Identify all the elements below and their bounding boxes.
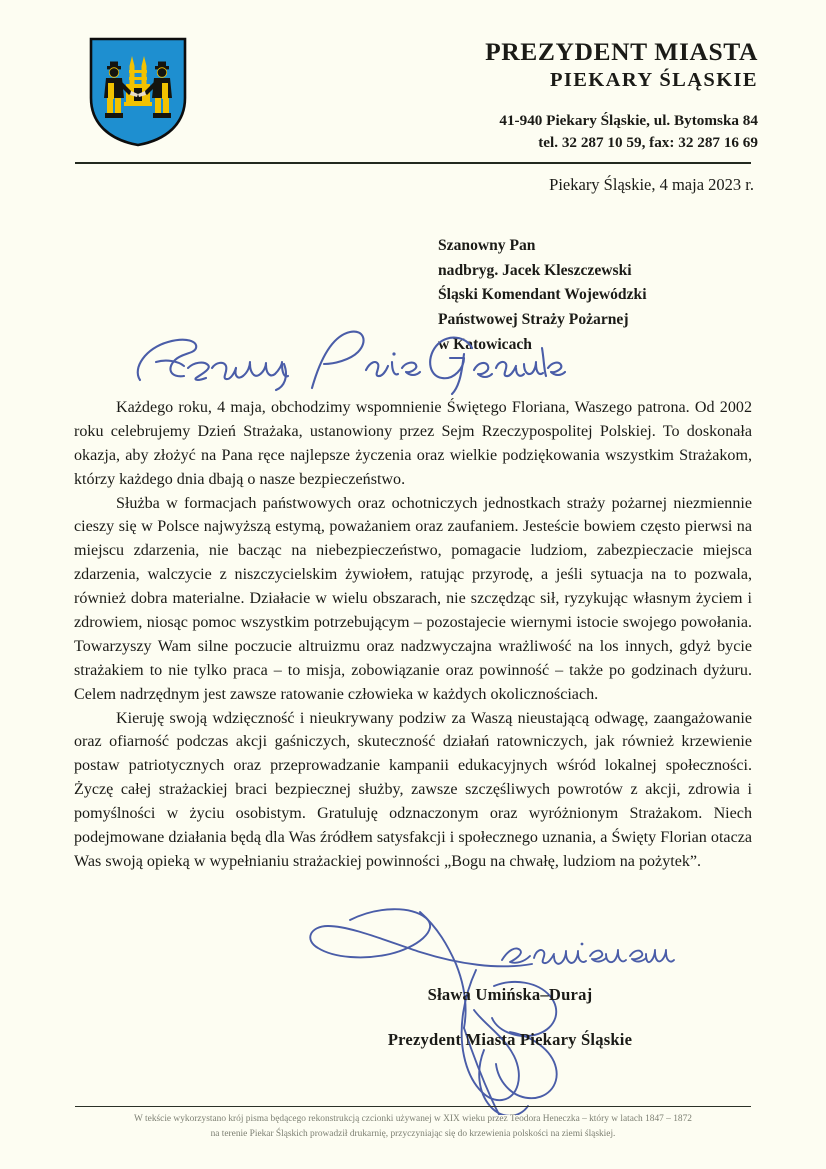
handwritten-closing-text: [718, 900, 719, 901]
addressee-organization: Państwowej Straży Pożarnej: [438, 310, 629, 328]
body-paragraph-3: Kieruję swoją wdzięczność i nieukrywany podziw za Waszą nieustającą odwagę, zaangażowanie oraz ofiarność podczas akcji gaśniczych, skuteczność działań ratowniczych, jak również krzewienie postaw patriotycznych oraz przeprowadzanie kampanii edukacyjnych wśród lokalnej społeczności. Życzę całej strażackiej braci bezpiecznej służby, zawsze szczęśliwych powrotów z akcji, zdrowia i pomyślności w życiu osobistym. Gratuluję odznaczonym oraz wyróżnionym Strażakom. Niech podejmowane działania będą dla Was źródłem satysfakcji i społecznego uznania, a Święty Florian otacza Was swoją opieką w wypełnianiu strażackiej powinności „Bogu na chwałę, ludziom na pożytek”.: [74, 709, 752, 870]
letterhead: [0, 0, 826, 160]
place-and-date: Piekary Śląskie, 4 maja 2023 r.: [549, 175, 754, 194]
footer-line-2: na terenie Piekar Śląskich prowadził drukarnię, przyczyniając się do krzewienia polskości na ziemi śląskiej.: [210, 1129, 616, 1140]
header-divider: [75, 162, 751, 164]
phone-fax: tel. 32 287 10 59, fax: 32 287 16 69: [538, 133, 758, 151]
city-coat-of-arms-icon: [88, 36, 188, 148]
signature-block: [300, 985, 720, 1050]
addressee-name: nadbryg. Jacek Kleszczewski: [438, 261, 632, 279]
signatory-title: Prezydent Miasta Piekary Śląskie: [387, 1030, 633, 1049]
footer-line-1: W tekście wykorzystano krój pisma będącego rekonstrukcją czcionki używanej w XIX wieku przez Teodora Heneczka – który w latach 1847 – 1872: [134, 1114, 692, 1124]
footer-note: [75, 1112, 751, 1142]
footer-divider: [75, 1106, 751, 1107]
letter-body: [74, 396, 752, 874]
contact-block: [485, 110, 758, 153]
addressee-salutation: Szanowny Pan: [438, 237, 536, 254]
addressee-city: w Katowicach: [438, 335, 532, 353]
street-address: 41-940 Piekary Śląskie, ul. Bytomska 84: [499, 112, 758, 130]
addressee-title: Śląski Komendant Wojewódzki: [438, 286, 647, 304]
organization-name-line2: PIEKARY ŚLĄSKIE: [549, 68, 758, 91]
addressee-block: [438, 234, 647, 357]
signatory-name: Sława Umińska–Duraj: [427, 985, 593, 1004]
organization-name-line1: PREZYDENT MIASTA: [485, 37, 758, 66]
body-paragraph-1: Każdego roku, 4 maja, obchodzimy wspomnienie Świętego Floriana, Waszego patrona. Od 2002 roku celebrujemy Dzień Strażaka, ustanowiony przez Sejm Rzeczypospolitej Polskiej. To doskonała okazja, aby złożyć na Pana ręce najlepsze życzenia oraz wielkie podziękowania wszystkim Strażakom, którzy każdego dnia dbają o nasze bezpieczeństwo.: [74, 399, 752, 488]
letterhead-text: [485, 38, 758, 153]
body-paragraph-2: Służba w formacjach państwowych oraz ochotniczych jednostkach straży pożarnej niezmiennie cieszy się w Polsce najwyższą estymą, poważaniem oraz zaufaniem. Jesteście bowiem często pierwsi na miejscu zdarzenia, nie bacząc na niebezpieczeństwo, pomagacie ludziom, zabezpieczacie miejsca zdarzenia, walczycie z niszczycielskim żywiołem, ratując przyrodę, a jeśli sytuacja na to pozwala, również dobra materialne. Działacie w wielu obszarach, nie szczędząc sił, ryzykując własnym życiem i zdrowiem, niosąc pomoc wszystkim potrzebującym – pozostajecie wiernymi istocie swojego powołania. Towarzyszy Wam silne poczucie altruizmu oraz nadzwyczajna wrażliwość na los innych, gdyż bycie strażakiem to nie tylko praca – to misja, zobowiązanie oraz powinność – także po godzinach dyżuru. Celem nadrzędnym jest zawsze ratowanie człowieka w każdych okolicznościach.: [74, 494, 752, 703]
